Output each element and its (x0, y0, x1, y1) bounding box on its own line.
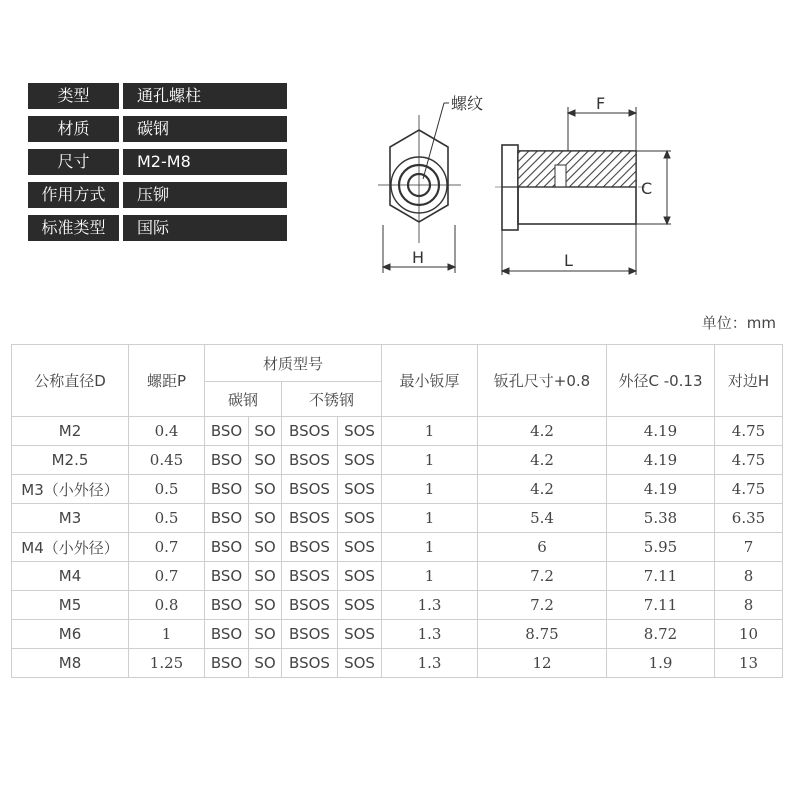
cell-stainless-bsos: BSOS (282, 533, 338, 562)
cell-carbon-so: SO (249, 562, 282, 591)
cell-min-thickness: 1 (382, 446, 478, 475)
cell-min-thickness: 1 (382, 562, 478, 591)
cell-across-flats: 8 (715, 562, 783, 591)
cell-outer-diameter: 5.38 (607, 504, 715, 533)
cell-outer-diameter: 4.19 (607, 475, 715, 504)
cell-diameter: M3（小外径） (12, 475, 129, 504)
thread-label: 螺纹 (451, 94, 484, 113)
cell-min-thickness: 1.3 (382, 649, 478, 678)
header-carbon-steel: 碳钢 (205, 382, 282, 417)
header-material-group: 材质型号 (205, 345, 382, 382)
cell-stainless-bsos: BSOS (282, 475, 338, 504)
cell-carbon-so: SO (249, 504, 282, 533)
cell-outer-diameter: 8.72 (607, 620, 715, 649)
cell-carbon-bso: BSO (205, 475, 249, 504)
cell-hole-size: 8.75 (478, 620, 607, 649)
cell-diameter: M5 (12, 591, 129, 620)
cell-carbon-so: SO (249, 417, 282, 446)
spec-row-method (28, 182, 262, 208)
cell-stainless-bsos: BSOS (282, 446, 338, 475)
spec-label: 尺寸 (28, 149, 119, 175)
cell-pitch: 0.4 (129, 417, 205, 446)
cell-hole-size: 6 (478, 533, 607, 562)
table-row (12, 591, 783, 620)
cell-hole-size: 4.2 (478, 417, 607, 446)
dim-label-h: H (412, 248, 425, 267)
header-outer-diameter: 外径C -0.13 (607, 345, 715, 417)
cell-carbon-so: SO (249, 475, 282, 504)
table-row (12, 504, 783, 533)
cell-outer-diameter: 1.9 (607, 649, 715, 678)
cell-outer-diameter: 7.11 (607, 562, 715, 591)
cell-carbon-bso: BSO (205, 533, 249, 562)
cell-stainless-sos: SOS (338, 446, 382, 475)
dim-label-f: F (596, 94, 606, 113)
cell-pitch: 1 (129, 620, 205, 649)
cell-carbon-bso: BSO (205, 591, 249, 620)
cell-stainless-bsos: BSOS (282, 591, 338, 620)
cell-stainless-bsos: BSOS (282, 620, 338, 649)
header-pitch: 螺距P (129, 345, 205, 417)
cell-stainless-sos: SOS (338, 417, 382, 446)
spec-row-size (28, 149, 262, 175)
cell-stainless-bsos: BSOS (282, 562, 338, 591)
cell-across-flats: 13 (715, 649, 783, 678)
cell-carbon-bso: BSO (205, 446, 249, 475)
cell-across-flats: 7 (715, 533, 783, 562)
cell-stainless-sos: SOS (338, 504, 382, 533)
cell-across-flats: 4.75 (715, 417, 783, 446)
dim-label-c: C (641, 179, 653, 198)
table-row (12, 562, 783, 591)
table-row (12, 620, 783, 649)
cell-carbon-bso: BSO (205, 562, 249, 591)
table-row (12, 417, 783, 446)
cell-carbon-bso: BSO (205, 504, 249, 533)
unit-note: 单位：mm (701, 314, 776, 332)
spec-row-material (28, 116, 262, 142)
cell-min-thickness: 1 (382, 533, 478, 562)
cell-hole-size: 4.2 (478, 475, 607, 504)
cell-pitch: 0.7 (129, 562, 205, 591)
spec-row-standard (28, 215, 262, 241)
spec-value: M2-M8 (123, 149, 287, 175)
cell-stainless-sos: SOS (338, 475, 382, 504)
spec-label: 作用方式 (28, 182, 119, 208)
cell-carbon-so: SO (249, 533, 282, 562)
cell-diameter: M2 (12, 417, 129, 446)
cell-across-flats: 4.75 (715, 475, 783, 504)
cell-carbon-so: SO (249, 591, 282, 620)
cell-across-flats: 6.35 (715, 504, 783, 533)
header-min-thickness: 最小钣厚 (382, 345, 478, 417)
spec-label: 类型 (28, 83, 119, 109)
spec-value: 国际 (123, 215, 287, 241)
cell-outer-diameter: 5.95 (607, 533, 715, 562)
cell-min-thickness: 1 (382, 417, 478, 446)
cell-hole-size: 4.2 (478, 446, 607, 475)
cell-carbon-so: SO (249, 649, 282, 678)
cell-carbon-bso: BSO (205, 620, 249, 649)
spec-table (11, 344, 783, 678)
header-hole-size: 钣孔尺寸+0.8 (478, 345, 607, 417)
cell-stainless-sos: SOS (338, 533, 382, 562)
spec-label: 材质 (28, 116, 119, 142)
standoff-side-view (495, 145, 645, 230)
spec-label: 标准类型 (28, 215, 119, 241)
cell-stainless-bsos: BSOS (282, 417, 338, 446)
dimension-f (568, 107, 636, 151)
cell-stainless-sos: SOS (338, 591, 382, 620)
cell-pitch: 0.8 (129, 591, 205, 620)
spec-value: 压铆 (123, 182, 287, 208)
cell-diameter: M2.5 (12, 446, 129, 475)
cell-outer-diameter: 4.19 (607, 417, 715, 446)
cell-across-flats: 10 (715, 620, 783, 649)
cell-stainless-bsos: BSOS (282, 649, 338, 678)
cell-min-thickness: 1 (382, 475, 478, 504)
cell-stainless-bsos: BSOS (282, 504, 338, 533)
cell-carbon-bso: BSO (205, 417, 249, 446)
cell-pitch: 0.7 (129, 533, 205, 562)
cell-stainless-sos: SOS (338, 649, 382, 678)
cell-hole-size: 7.2 (478, 591, 607, 620)
cell-diameter: M4（小外径） (12, 533, 129, 562)
header-across-flats: 对边H (715, 345, 783, 417)
spec-row-type (28, 83, 262, 109)
cell-pitch: 1.25 (129, 649, 205, 678)
cell-hole-size: 5.4 (478, 504, 607, 533)
standoff-drawing (365, 85, 685, 285)
cell-outer-diameter: 7.11 (607, 591, 715, 620)
cell-hole-size: 12 (478, 649, 607, 678)
header-stainless-steel: 不锈钢 (282, 382, 382, 417)
cell-across-flats: 8 (715, 591, 783, 620)
cell-diameter: M4 (12, 562, 129, 591)
table-row (12, 446, 783, 475)
cell-pitch: 0.45 (129, 446, 205, 475)
cell-carbon-so: SO (249, 446, 282, 475)
table-row (12, 649, 783, 678)
cell-diameter: M3 (12, 504, 129, 533)
cell-min-thickness: 1.3 (382, 591, 478, 620)
cell-min-thickness: 1.3 (382, 620, 478, 649)
header-diameter: 公称直径D (12, 345, 129, 417)
cell-pitch: 0.5 (129, 475, 205, 504)
cell-across-flats: 4.75 (715, 446, 783, 475)
cell-stainless-sos: SOS (338, 562, 382, 591)
spec-box (28, 83, 262, 248)
cell-min-thickness: 1 (382, 504, 478, 533)
cell-outer-diameter: 4.19 (607, 446, 715, 475)
cell-carbon-so: SO (249, 620, 282, 649)
table-row (12, 533, 783, 562)
dim-label-l: L (564, 251, 573, 270)
cell-pitch: 0.5 (129, 504, 205, 533)
table-body (12, 417, 783, 678)
table-row (12, 475, 783, 504)
spec-value: 碳钢 (123, 116, 287, 142)
cell-diameter: M8 (12, 649, 129, 678)
cell-carbon-bso: BSO (205, 649, 249, 678)
cell-stainless-sos: SOS (338, 620, 382, 649)
spec-value: 通孔螺柱 (123, 83, 287, 109)
hex-front-view (378, 115, 461, 243)
cell-diameter: M6 (12, 620, 129, 649)
cell-hole-size: 7.2 (478, 562, 607, 591)
